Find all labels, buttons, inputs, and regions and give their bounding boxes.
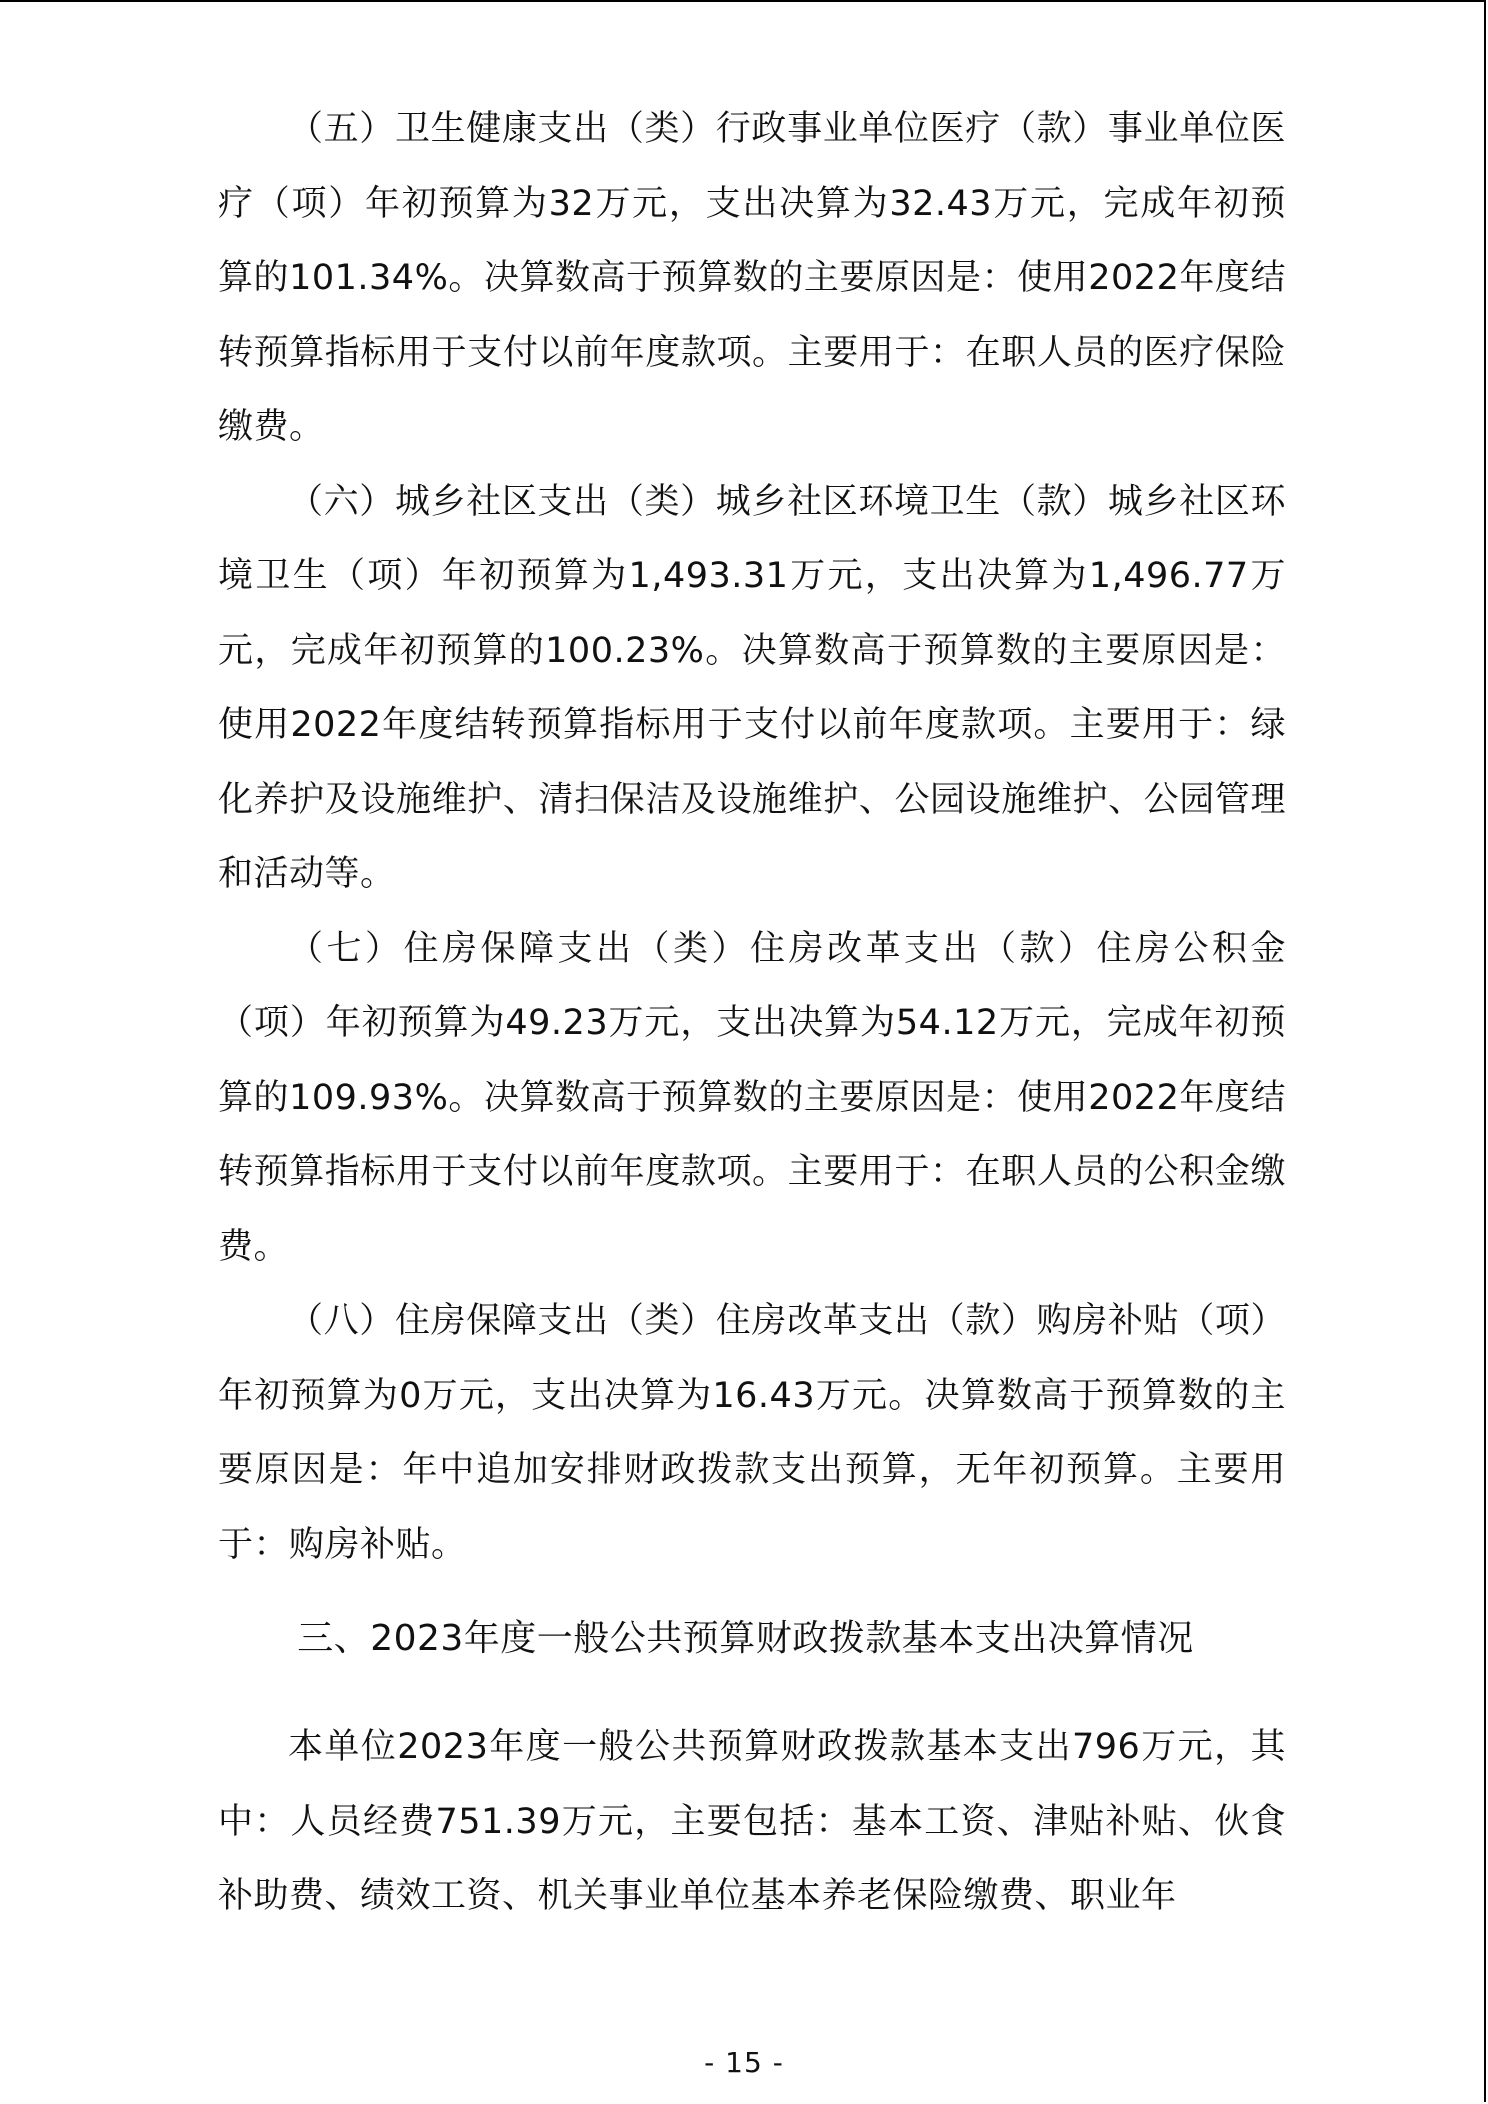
paragraph-health-expenditure: （五）卫生健康支出（类）行政事业单位医疗（款）事业单位医疗（项）年初预算为32万元，支出决算为32.43万元，完成年初预算的101.34%。决算数高于预算数的主要原因是：使用2022年度结转预算指标用于支付以前年度款项。主要用于：在职人员的医疗保险缴费。 (218, 109, 1286, 447)
paragraph-housing-subsidy-expenditure: （八）住房保障支出（类）住房改革支出（款）购房补贴（项）年初预算为0万元，支出决算为16.43万元。决算数高于预算数的主要原因是：年中追加安排财政拨款支出预算，无年初预算。主要用于：购房补贴。 (218, 1301, 1286, 1565)
paragraph-basic-expenditure: 本单位2023年度一般公共预算财政拨款基本支出796万元，其中：人员经费751.39万元，主要包括：基本工资、津贴补贴、伙食补助费、绩效工资、机关事业单位基本养老保险缴费、职业年 (218, 1727, 1286, 1916)
section-heading: 三、2023年度一般公共预算财政拨款基本支出决算情况 (297, 1618, 1194, 1659)
paragraph-urban-rural-expenditure: （六）城乡社区支出（类）城乡社区环境卫生（款）城乡社区环境卫生（项）年初预算为1,493.31万元，支出决算为1,496.77万元，完成年初预算的100.23%。决算数高于预算数的主要原因是：使用2022年度结转预算指标用于支付以前年度款项。主要用于：绿化养护及设施维护、清扫保洁及设施维护、公园设施维护、公园管理和活动等。 (218, 481, 1286, 894)
paragraph-housing-fund-expenditure: （七）住房保障支出（类）住房改革支出（款）住房公积金（项）年初预算为49.23万元，支出决算为54.12万元，完成年初预算的109.93%。决算数高于预算数的主要原因是：使用2022年度结转预算指标用于支付以前年度款项。主要用于：在职人员的公积金缴费。 (218, 928, 1286, 1267)
page-number: - 15 - (704, 2046, 784, 2079)
document-body (218, 92, 1286, 1934)
